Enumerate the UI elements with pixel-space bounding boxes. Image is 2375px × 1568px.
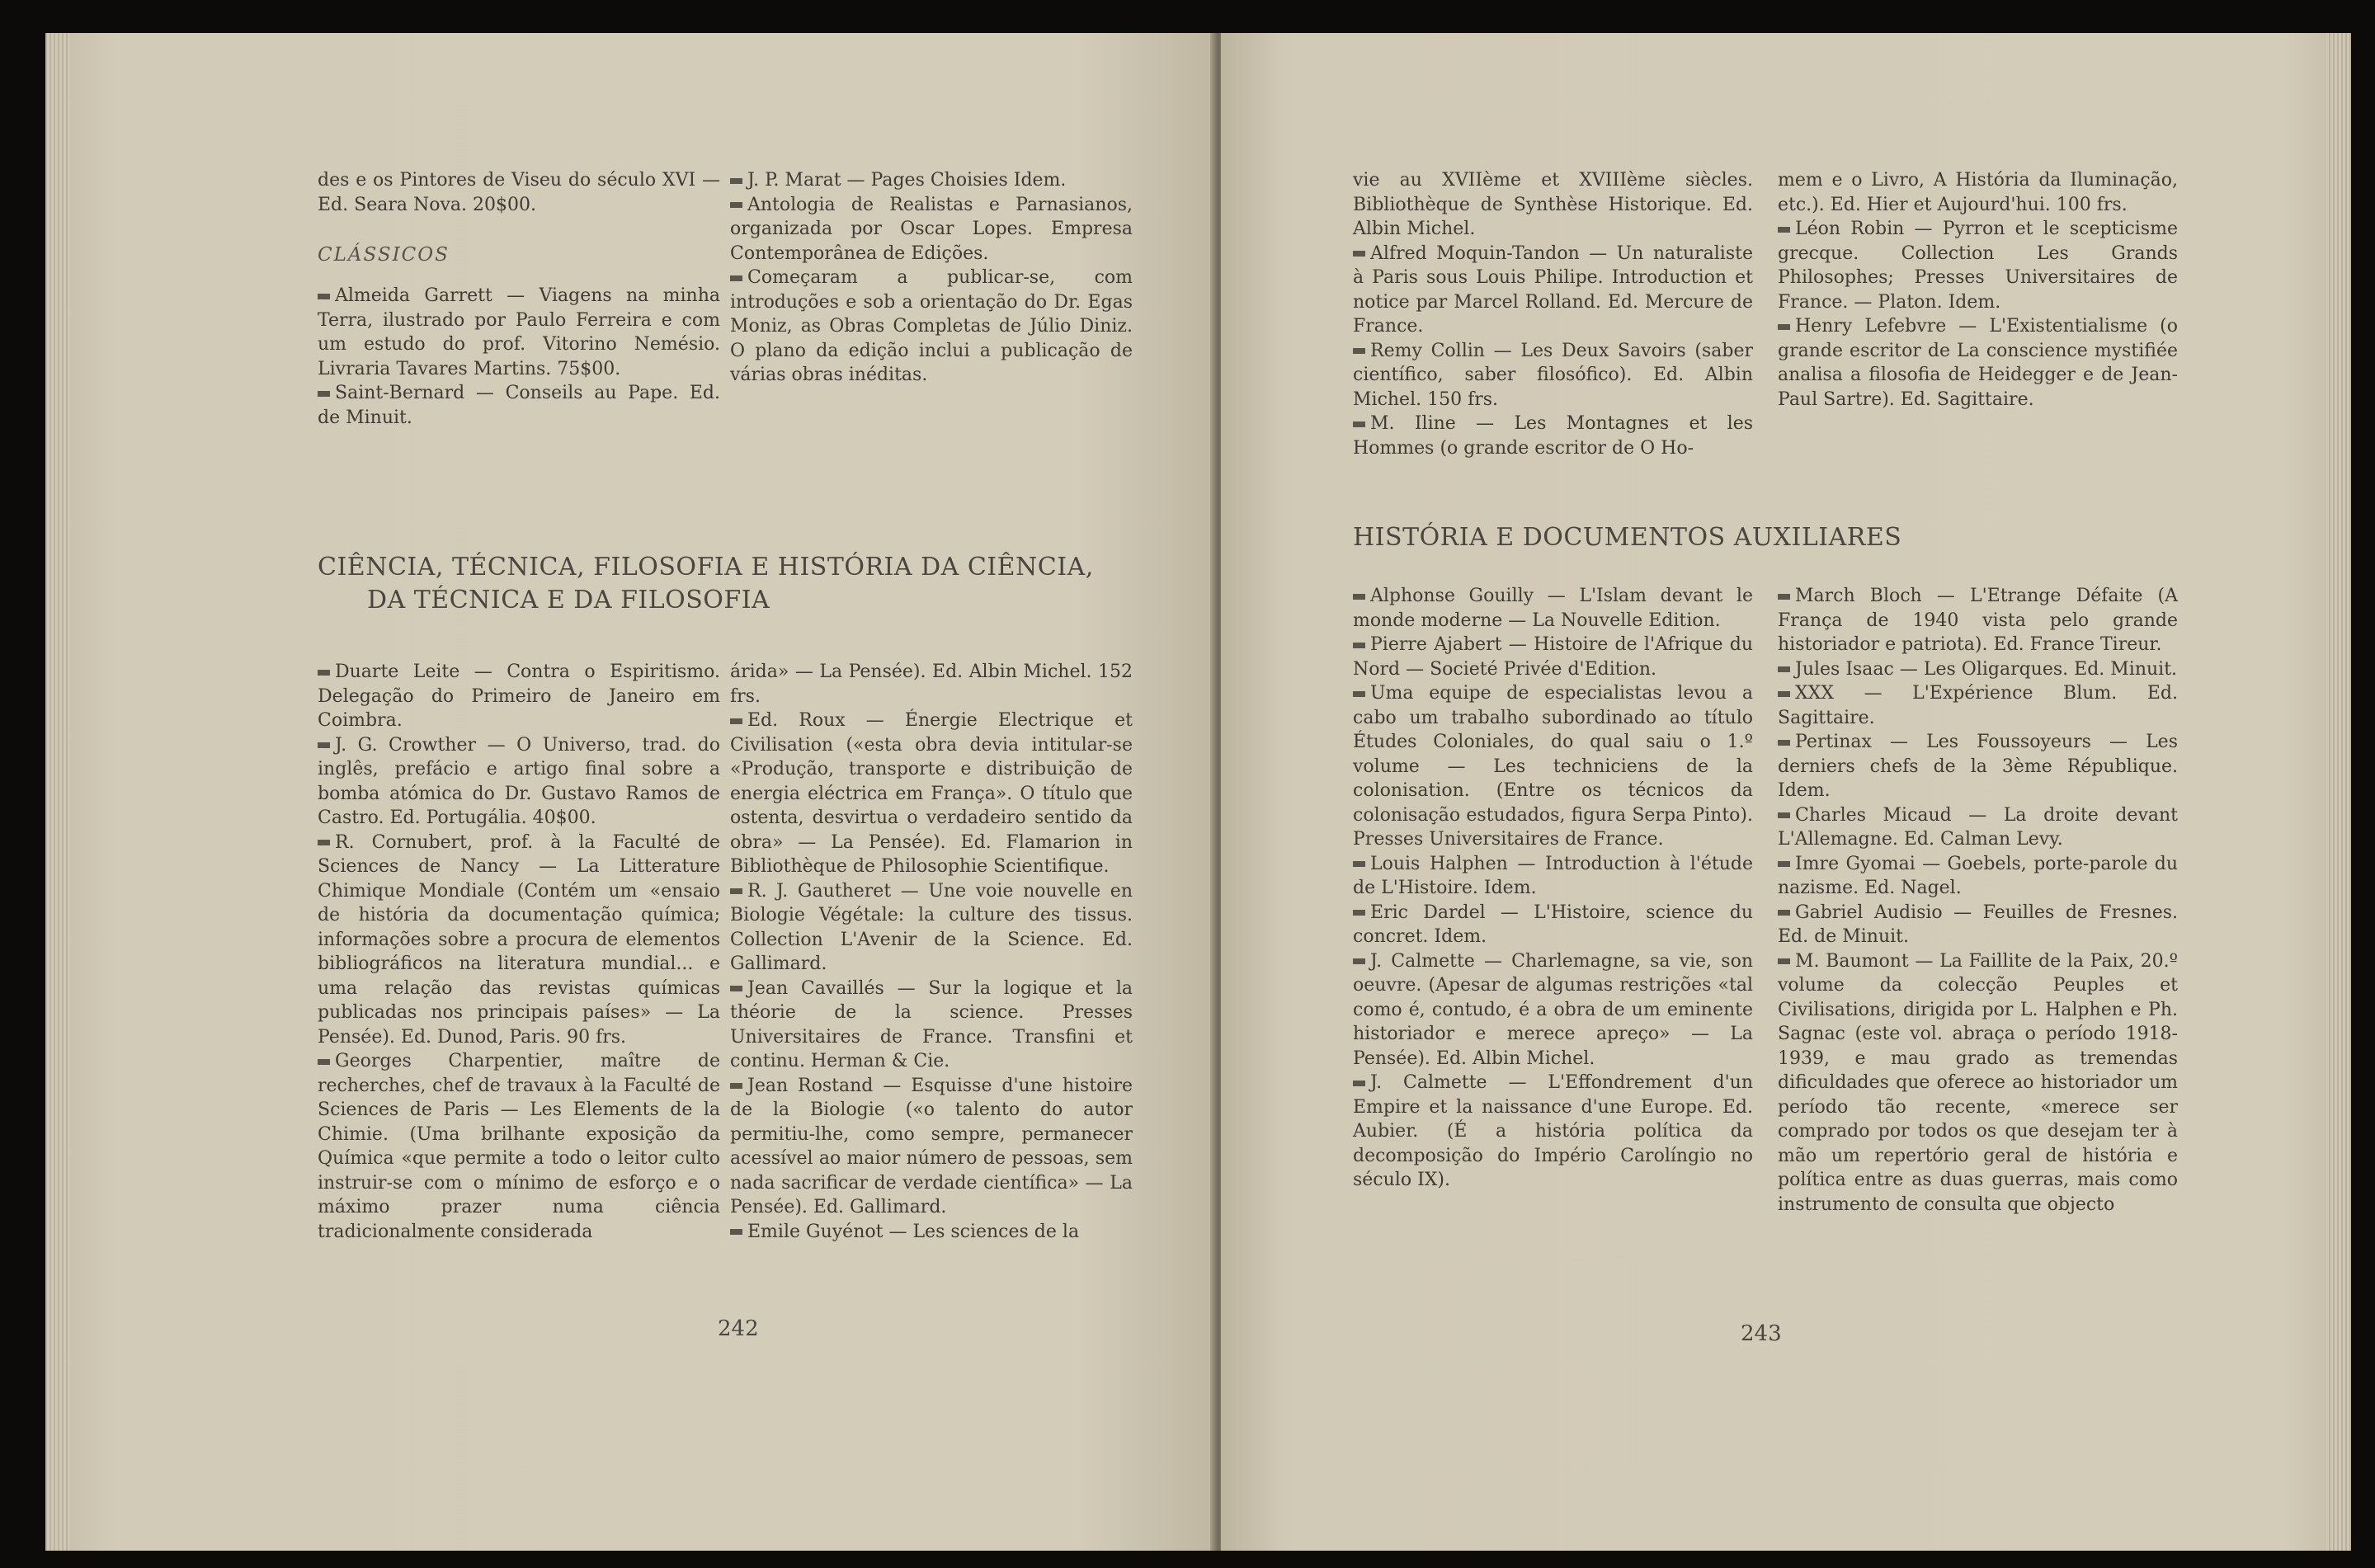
section-heading-line: CIÊNCIA, TÉCNICA, FILOSOFIA E HISTÓRIA DA CIÊNCIA, bbox=[318, 553, 1094, 582]
bullet-mark bbox=[1353, 594, 1365, 600]
right-col2-bottom bbox=[1778, 584, 2178, 1217]
bibliography-entry: M. Iline — Les Montagnes et les Hommes (o grande escritor de O Ho- bbox=[1353, 413, 1753, 459]
bibliography-entry: Léon Robin — Pyrron et le scepticisme grecque. Collection Les Grands Philosophes; Presses Universitaires de France. — Platon. Idem. bbox=[1778, 219, 2178, 313]
section-heading-line: DA TÉCNICA E DA FILOSOFIA bbox=[367, 586, 770, 614]
paragraph: des e os Pintores de Viseu do século XVI — Ed. Seara Nova. 20$00. bbox=[318, 170, 720, 215]
bullet-mark bbox=[318, 1059, 330, 1065]
bibliography-entry: Uma equipe de especialistas levou a cabo um trabalho subordinado ao título Études Coloniales, do qual saiu o 1.º volume — Les techniciens de la colonisation. (Entre os técnicos da colonisação estudados, figura Serpa Pinto). Presses Universitaires de France. bbox=[1353, 683, 1753, 850]
bullet-mark bbox=[1353, 643, 1365, 648]
bullet-mark bbox=[1778, 910, 1790, 916]
page-number: 243 bbox=[1741, 1321, 1782, 1346]
right-col1-bottom bbox=[1353, 584, 1753, 1193]
bullet-mark bbox=[1778, 324, 1790, 330]
section-heading-ciencia bbox=[318, 551, 1143, 617]
bullet-mark bbox=[1778, 666, 1790, 672]
bibliography-entry: Emile Guyénot — Les sciences de la bbox=[730, 1220, 1133, 1245]
bullet-mark bbox=[1353, 348, 1365, 354]
bibliography-entry: Ed. Roux — Énergie Electrique et Civilisation («esta obra devia intitular-se «Produção, transporte e distribuição de energia eléctrica em França». O título que ostenta, desvirtua o verdadeiro sentido da obra» — La Pensée). Ed. Flamarion in Bibliothèque de Philosophie Scientifique. bbox=[730, 710, 1133, 877]
bullet-mark bbox=[318, 840, 330, 845]
bullet-mark bbox=[1353, 910, 1365, 916]
bullet-mark bbox=[730, 718, 742, 724]
left-col1-bottom bbox=[318, 660, 720, 1244]
right-col1-top bbox=[1353, 168, 1753, 460]
bullet-mark bbox=[1353, 421, 1365, 427]
bibliography-entry: Georges Charpentier, maître de recherches, chef de travaux à la Faculté de Sciences de Paris — Les Elements de la Chimie. (Uma brilhante exposição da Química «que permite a todo o leitor culto instruir-se com o mínimo de esforço e o máximo prazer numa ciência tradicionalmente considerada bbox=[318, 1051, 720, 1242]
bullet-mark bbox=[1778, 227, 1790, 233]
paragraph: árida» — La Pensée). Ed. Albin Michel. 152 frs. bbox=[730, 662, 1133, 707]
bibliography-entry: Duarte Leite — Contra o Espiritismo. Delegação do Primeiro de Janeiro em Coimbra. bbox=[318, 662, 720, 731]
bibliography-entry: Imre Gyomai — Goebels, porte-parole du nazisme. Ed. Nagel. bbox=[1778, 853, 2178, 898]
bibliography-entry: Começaram a publicar-se, com introduções e sob a orientação do Dr. Egas Moniz, as Obras Completas de Júlio Diniz. O plano da edição inclui a publicação de várias obras inéditas. bbox=[730, 267, 1133, 385]
bibliography-entry: Jules Isaac — Les Oligarques. Ed. Minuit. bbox=[1778, 657, 2178, 682]
bullet-mark bbox=[1353, 1081, 1365, 1086]
bibliography-entry: Henry Lefebvre — L'Existentialisme (o grande escritor de La conscience mystifiée analisa a filosofia de Heidegger e de Jean-Paul Sartre). Ed. Sagittaire. bbox=[1778, 316, 2178, 410]
section-heading-historia: HISTÓRIA E DOCUMENTOS AUXILIARES bbox=[1353, 523, 1902, 552]
bullet-mark bbox=[1778, 740, 1790, 746]
bullet-mark bbox=[318, 294, 330, 299]
bibliography-entry: Alfred Moquin-Tandon — Un naturaliste à Paris sous Louis Philipe. Introduction et notice par Marcel Rolland. Ed. Mercure de France. bbox=[1353, 242, 1753, 337]
left-page bbox=[45, 33, 1217, 1551]
right-col2-top bbox=[1778, 168, 2178, 412]
bullet-mark bbox=[1778, 691, 1790, 697]
bullet-mark bbox=[1353, 958, 1365, 964]
open-book bbox=[45, 33, 2351, 1551]
bullet-mark bbox=[1353, 251, 1365, 257]
bibliography-entry: M. Baumont — La Faillite de la Paix, 20.º volume da colecção Peuples et Civilisations, dirigida por L. Halphen e Ph. Sagnac (este vol. abraça o período 1918-1939, e mau grado as tremendas dificuldades que oferece ao historiador um período tão recente, «merece ser comprado por todos os que desejam ter à mão um repertório geral de história e política entre as duas guerras, mais como instrumento de consulta que objecto bbox=[1778, 950, 2178, 1215]
bibliography-entry: Almeida Garrett — Viagens na minha Terra, ilustrado por Paulo Ferreira e com um estudo do prof. Vitorino Nemésio. Livraria Tavares Martins. 75$00. bbox=[318, 285, 720, 379]
bibliography-entry: Eric Dardel — L'Histoire, science du concret. Idem. bbox=[1353, 902, 1753, 947]
paragraph: mem e o Livro, A História da Iluminação, etc.). Ed. Hier et Aujourd'hui. 100 frs. bbox=[1778, 170, 2178, 215]
left-col2-bottom bbox=[730, 660, 1133, 1244]
bibliography-entry: Antologia de Realistas e Parnasianos, organizada por Oscar Lopes. Empresa Contemporânea de Edições. bbox=[730, 194, 1133, 264]
bibliography-entry: March Bloch — L'Etrange Défaite (A França de 1940 vista pelo grande historiador e patriota). Ed. France Tireur. bbox=[1778, 586, 2178, 655]
bibliography-entry: Jean Rostand — Esquisse d'une histoire de la Biologie («o talento do autor permitiu-lhe, como sempre, permanecer acessível ao maior número de pessoas, sem nada sacrificar de verdade científica» — La Pensée). Ed. Gallimard. bbox=[730, 1075, 1133, 1217]
paragraph: vie au XVIIème et XVIIIème siècles. Bibliothèque de Synthèse Historique. Ed. Albin Michel. bbox=[1353, 170, 1753, 239]
bibliography-entry: Remy Collin — Les Deux Savoirs (saber científico, saber filosófico). Ed. Albin Michel. 150 frs. bbox=[1353, 340, 1753, 410]
left-col2-top bbox=[730, 168, 1133, 388]
left-page-edge bbox=[45, 33, 70, 1551]
section-subheading-classicos: CLÁSSICOS bbox=[318, 244, 450, 266]
bullet-mark bbox=[730, 1083, 742, 1089]
bibliography-entry: Pierre Ajabert — Histoire de l'Afrique du Nord — Societé Privée d'Edition. bbox=[1353, 634, 1753, 680]
bibliography-entry: J. Calmette — Charlemagne, sa vie, son oeuvre. (Apesar de algumas restrições «tal como é, contudo, é a obra de um eminente historiador e merece apreço» — La Pensée). Ed. Albin Michel. bbox=[1353, 950, 1753, 1069]
bullet-mark bbox=[1353, 691, 1365, 697]
bibliography-entry: J. P. Marat — Pages Choisies Idem. bbox=[730, 168, 1133, 193]
bullet-mark bbox=[1778, 861, 1790, 867]
bibliography-entry: J. G. Crowther — O Universo, trad. do inglês, prefácio e artigo final sobre a bomba atómica do Dr. Gustavo Ramos de Castro. Ed. Portugália. 40$00. bbox=[318, 734, 720, 828]
right-page-edge bbox=[2326, 33, 2351, 1551]
bibliography-entry: Charles Micaud — La droite devant L'Allemagne. Ed. Calman Levy. bbox=[1778, 804, 2178, 850]
left-col1-top bbox=[318, 168, 720, 217]
bullet-mark bbox=[1778, 594, 1790, 600]
bullet-mark bbox=[318, 391, 330, 397]
page-number: 242 bbox=[718, 1316, 759, 1341]
bullet-mark bbox=[730, 1229, 742, 1235]
bibliography-entry: Jean Cavaillés — Sur la logique et la théorie de la science. Presses Universitaires de France. Transfini et continu. Herman & Cie. bbox=[730, 977, 1133, 1071]
right-page bbox=[1221, 33, 2351, 1551]
bullet-mark bbox=[730, 202, 742, 208]
bibliography-entry: J. Calmette — L'Effondrement d'un Empire et la naissance d'une Europe. Ed. Aubier. (É a história política da decomposição do Império Carolíngio no século IX). bbox=[1353, 1072, 1753, 1190]
bullet-mark bbox=[318, 742, 330, 748]
bibliography-entry: R. J. Gautheret — Une voie nouvelle en Biologie Végétale: la culture des tissus. Collection L'Avenir de la Science. Ed. Gallimard. bbox=[730, 880, 1133, 974]
bibliography-entry: Pertinax — Les Foussoyeurs — Les derniers chefs de la 3ème République. Idem. bbox=[1778, 732, 2178, 801]
bibliography-entry: XXX — L'Expérience Blum. Ed. Sagittaire. bbox=[1778, 683, 2178, 728]
bullet-mark bbox=[730, 986, 742, 991]
left-col1-classicos bbox=[318, 284, 720, 430]
bullet-mark bbox=[1353, 861, 1365, 867]
bibliography-entry: Gabriel Audisio — Feuilles de Fresnes. Ed. de Minuit. bbox=[1778, 902, 2178, 947]
bullet-mark bbox=[1778, 812, 1790, 818]
bullet-mark bbox=[730, 275, 742, 281]
bullet-mark bbox=[1778, 958, 1790, 964]
bullet-mark bbox=[730, 888, 742, 894]
bibliography-entry: Alphonse Gouilly — L'Islam devant le monde moderne — La Nouvelle Edition. bbox=[1353, 586, 1753, 631]
bibliography-entry: R. Cornubert, prof. à la Faculté de Sciences de Nancy — La Litterature Chimique Mondiale (Contém um «ensaio de história da documentação química; informações sobre a procura de elementos bibliográficos na literatura mundial... e uma relação das revistas químicas publicadas nos principais países» — La Pensée). Ed. Dunod, Paris. 90 frs. bbox=[318, 831, 720, 1048]
bibliography-entry: Saint-Bernard — Conseils au Pape. Ed. de Minuit. bbox=[318, 383, 720, 428]
bullet-mark bbox=[318, 670, 330, 676]
bullet-mark bbox=[730, 178, 742, 184]
bibliography-entry: Louis Halphen — Introduction à l'étude de L'Histoire. Idem. bbox=[1353, 853, 1753, 898]
